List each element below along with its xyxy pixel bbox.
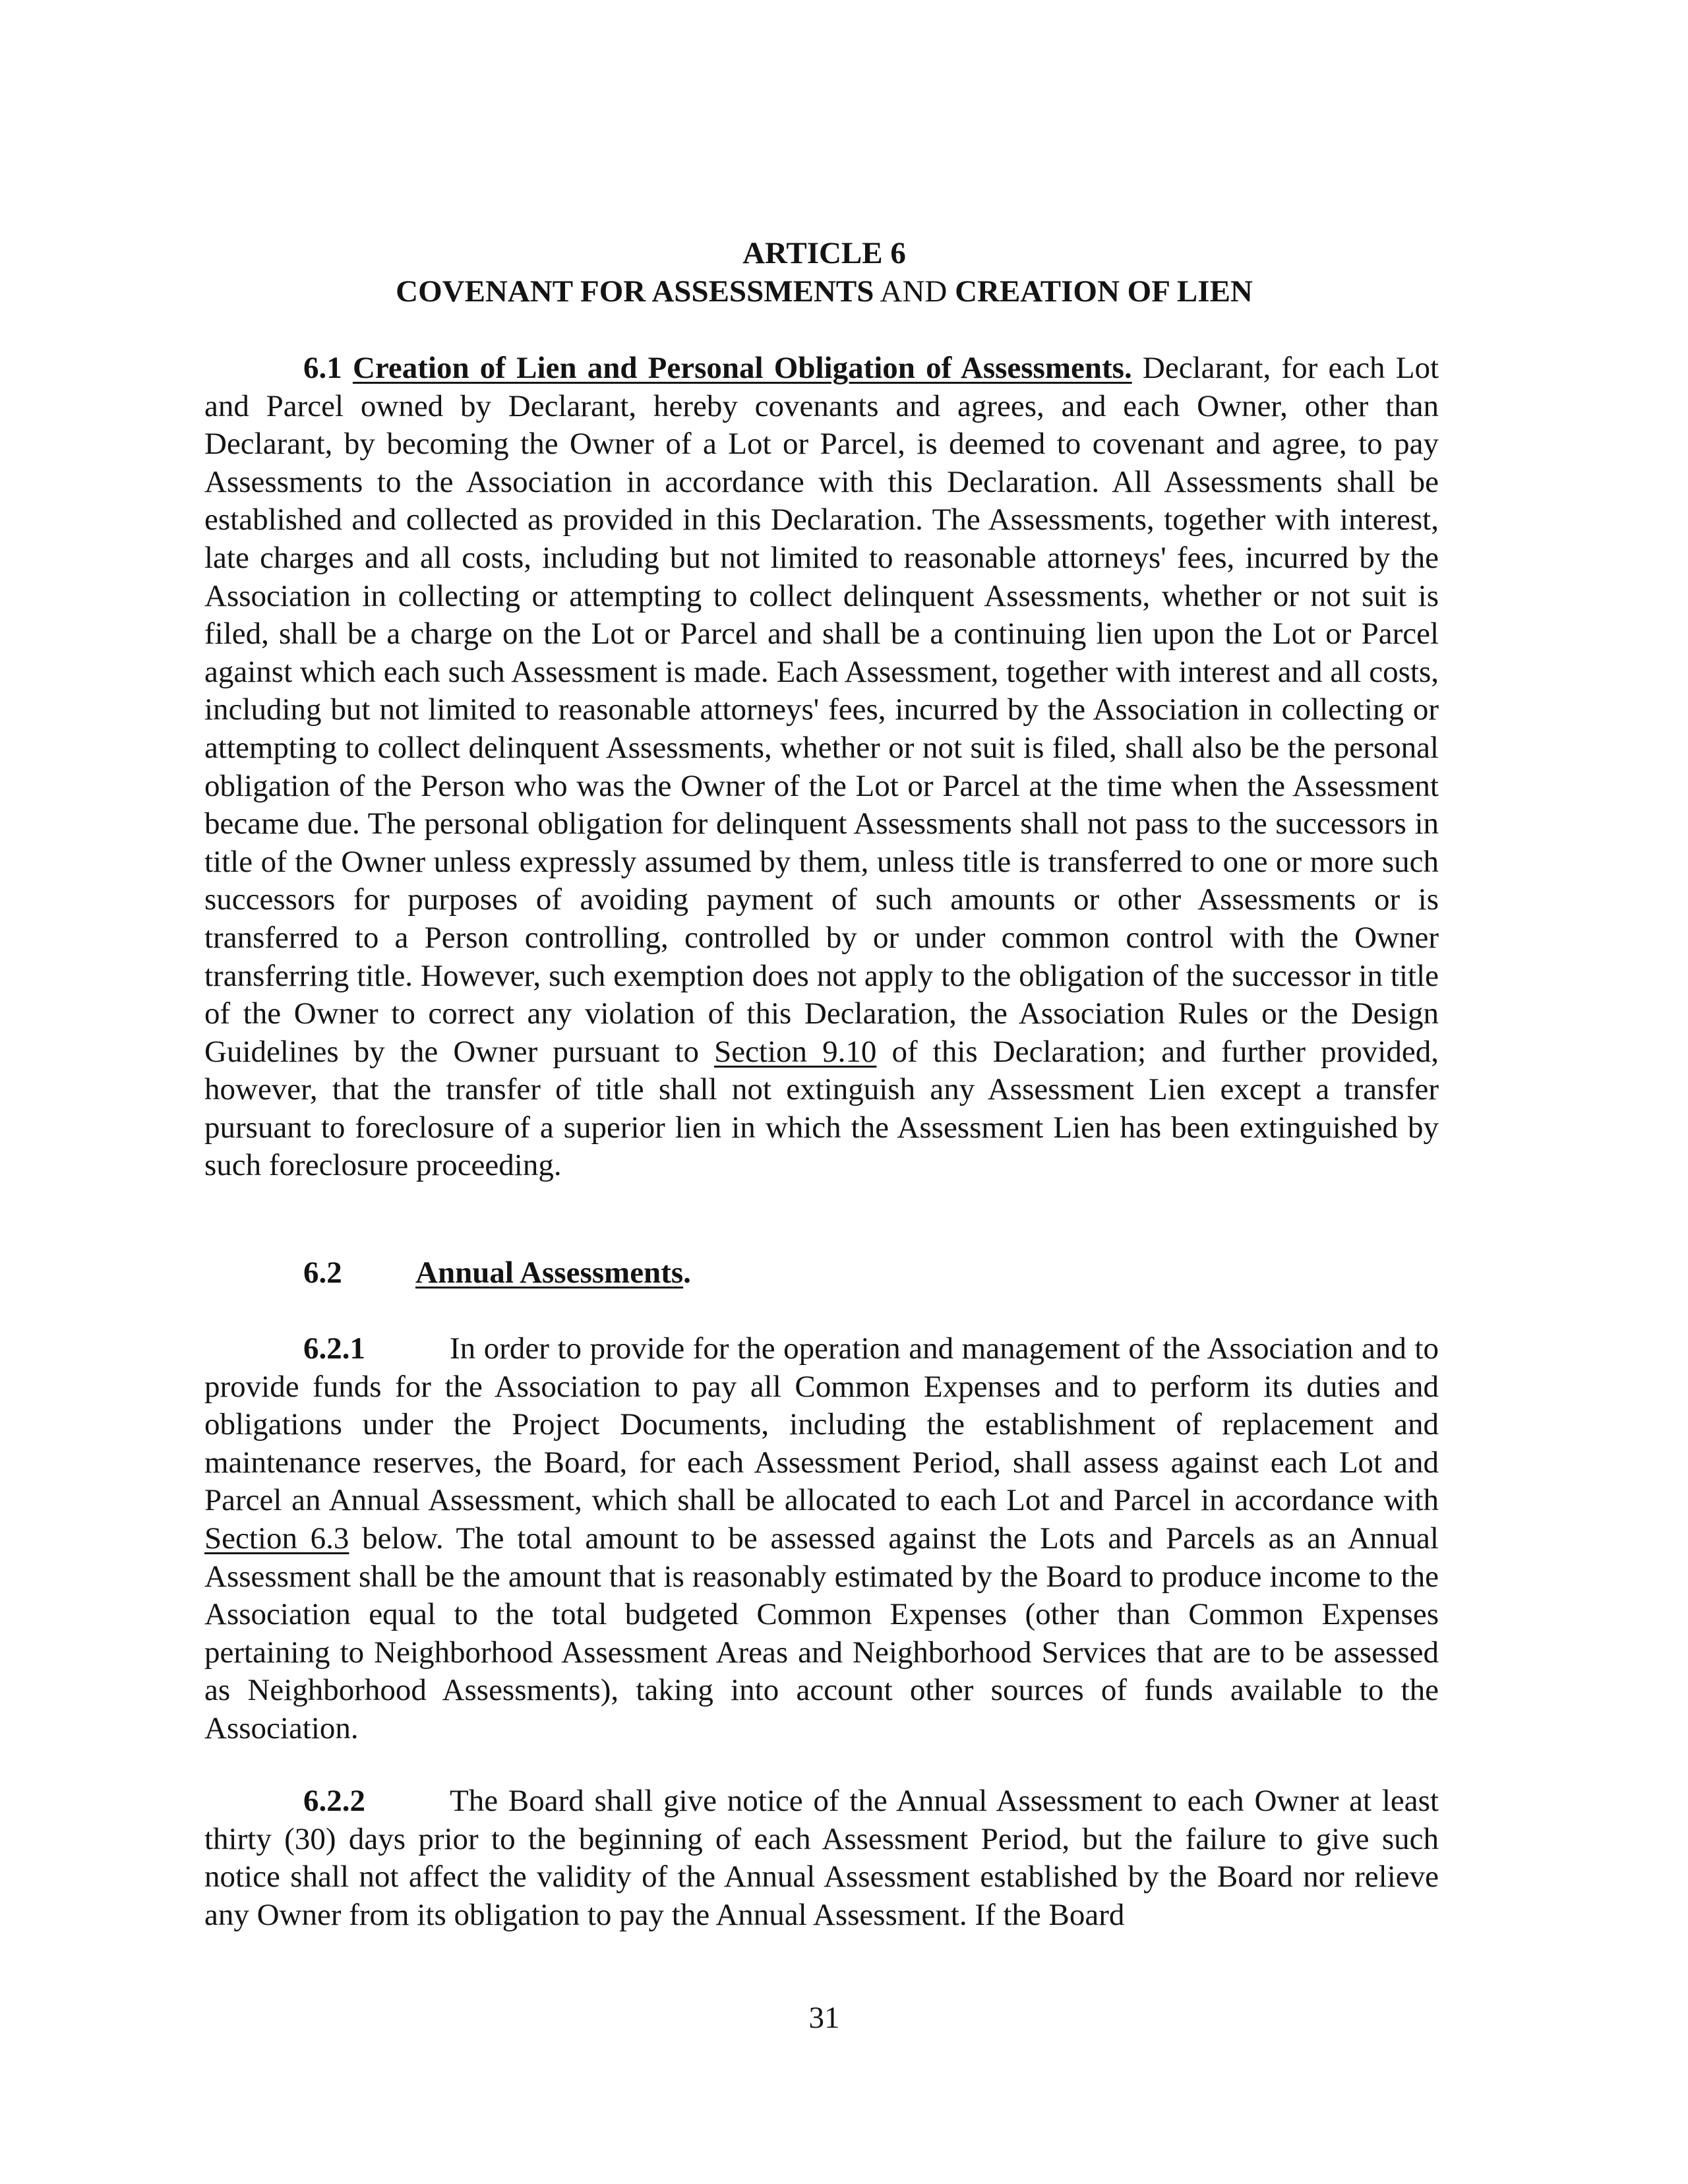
- section-6-1-paragraph: [204, 349, 1439, 1185]
- section-6-2-1-paragraph: [204, 1330, 1439, 1748]
- section-6-2-1-text-a: In order to provide for the operation and management of the Association and to provide funds for the Association to pay all Common Expenses and to perform its duties and obligations under the Project Documents, including the establishment of replacement and maintenance reserves, the Board, for each Assessment Period, shall assess against each Lot and Parcel an Annual Assessment, which shall be allocated to each Lot and Parcel in accordance with: [204, 1331, 1439, 1518]
- section-6-2-1-text-b: below. The total amount to be assessed against the Lots and Parcels as an Annual Assessment shall be the amount that is reasonably estimated by the Board to produce income to the Association equal to the total budgeted Common Expenses (other than Common Expenses pertaining to Neighborhood Assessment Areas and Neighborhood Services that are to be assessed as Neighborhood Assessments), taking into account other sources of funds available to the Association.: [204, 1521, 1439, 1745]
- section-6-2-title: Annual Assessments: [415, 1256, 684, 1290]
- section-6-2-title-suffix: .: [683, 1256, 691, 1290]
- section-6-2-2-paragraph: [204, 1782, 1439, 1934]
- article-title: [0, 272, 1648, 311]
- section-6-3-reference: Section 6.3: [204, 1521, 349, 1556]
- section-6-1-title: Creation of Lien and Personal Obligation of Assessments.: [352, 351, 1132, 385]
- section-6-2-heading: [303, 1253, 691, 1292]
- article-title-part1: COVENANT FOR ASSESSMENTS: [396, 274, 874, 309]
- section-6-2-2-text: The Board shall give notice of the Annual Assessment to each Owner at least thirty (30) days prior to the beginning of each Assessment Period, but the failure to give such notice shall not affect the validity of the Annual Assessment established by the Board nor relieve any Owner from its obligation to pay the Annual Assessment. If the Board: [204, 1784, 1439, 1932]
- section-9-10-reference: Section 9.10: [714, 1034, 877, 1069]
- section-6-1-text-a: Declarant, for each Lot and Parcel owned by Declarant, hereby covenants and agrees, and each Owner, other than Declarant, by becoming the Owner of a Lot or Parcel, is deemed to covenant and agree, to pay Assessments to the Association in accordance with this Declaration. All Assessments shall be established and collected as provided in this Declaration. The Assessments, together with interest, late charges and all costs, including but not limited to reasonable attorneys' fees, incurred by the Association in collecting or attempting to collect delinquent Assessments, whether or not suit is filed, shall be a charge on the Lot or Parcel and shall be a continuing lien upon the Lot or Parcel against which each such Assessment is made. Each Assessment, together with interest and all costs, including but not limited to reasonable attorneys' fees, incurred by the Association in collecting or attempting to collect delinquent Assessments, whether or not suit is filed, shall also be the personal obligation of the Person who was the Owner of the Lot or Parcel at the time when the Assessment became due. The personal obligation for delinquent Assessments shall not pass to the successors in title of the Owner unless expressly assumed by them, unless title is transferred to one or more such successors for purposes of avoiding payment of such amounts or other Assessments or is transferred to a Person controlling, controlled by or under common control with the Owner transferring title. However, such exemption does not apply to the obligation of the successor in title of the Owner to correct any violation of this Declaration, the Association Rules or the Design Guidelines by the Owner pursuant to: [204, 351, 1439, 1069]
- section-6-2-1-number: 6.2.1: [303, 1331, 365, 1366]
- section-6-2-number: 6.2: [303, 1256, 342, 1290]
- article-number: ARTICLE 6: [742, 236, 906, 270]
- section-6-2-2-number: 6.2.2: [303, 1784, 365, 1818]
- section-6-1-number: 6.1: [303, 351, 353, 385]
- article-title-part3: CREATION OF LIEN: [955, 274, 1253, 309]
- page-number: 31: [808, 2001, 840, 2035]
- section-6-1-text-b: of this Declaration; and further provided, however, that the transfer of title shall not extinguish any Assessment Lien except a transfer pursuant to foreclosure of a superior lien in which the Assessment Lien has been extinguished by such foreclosure proceeding.: [204, 1034, 1439, 1183]
- article-title-part2: AND: [874, 274, 955, 309]
